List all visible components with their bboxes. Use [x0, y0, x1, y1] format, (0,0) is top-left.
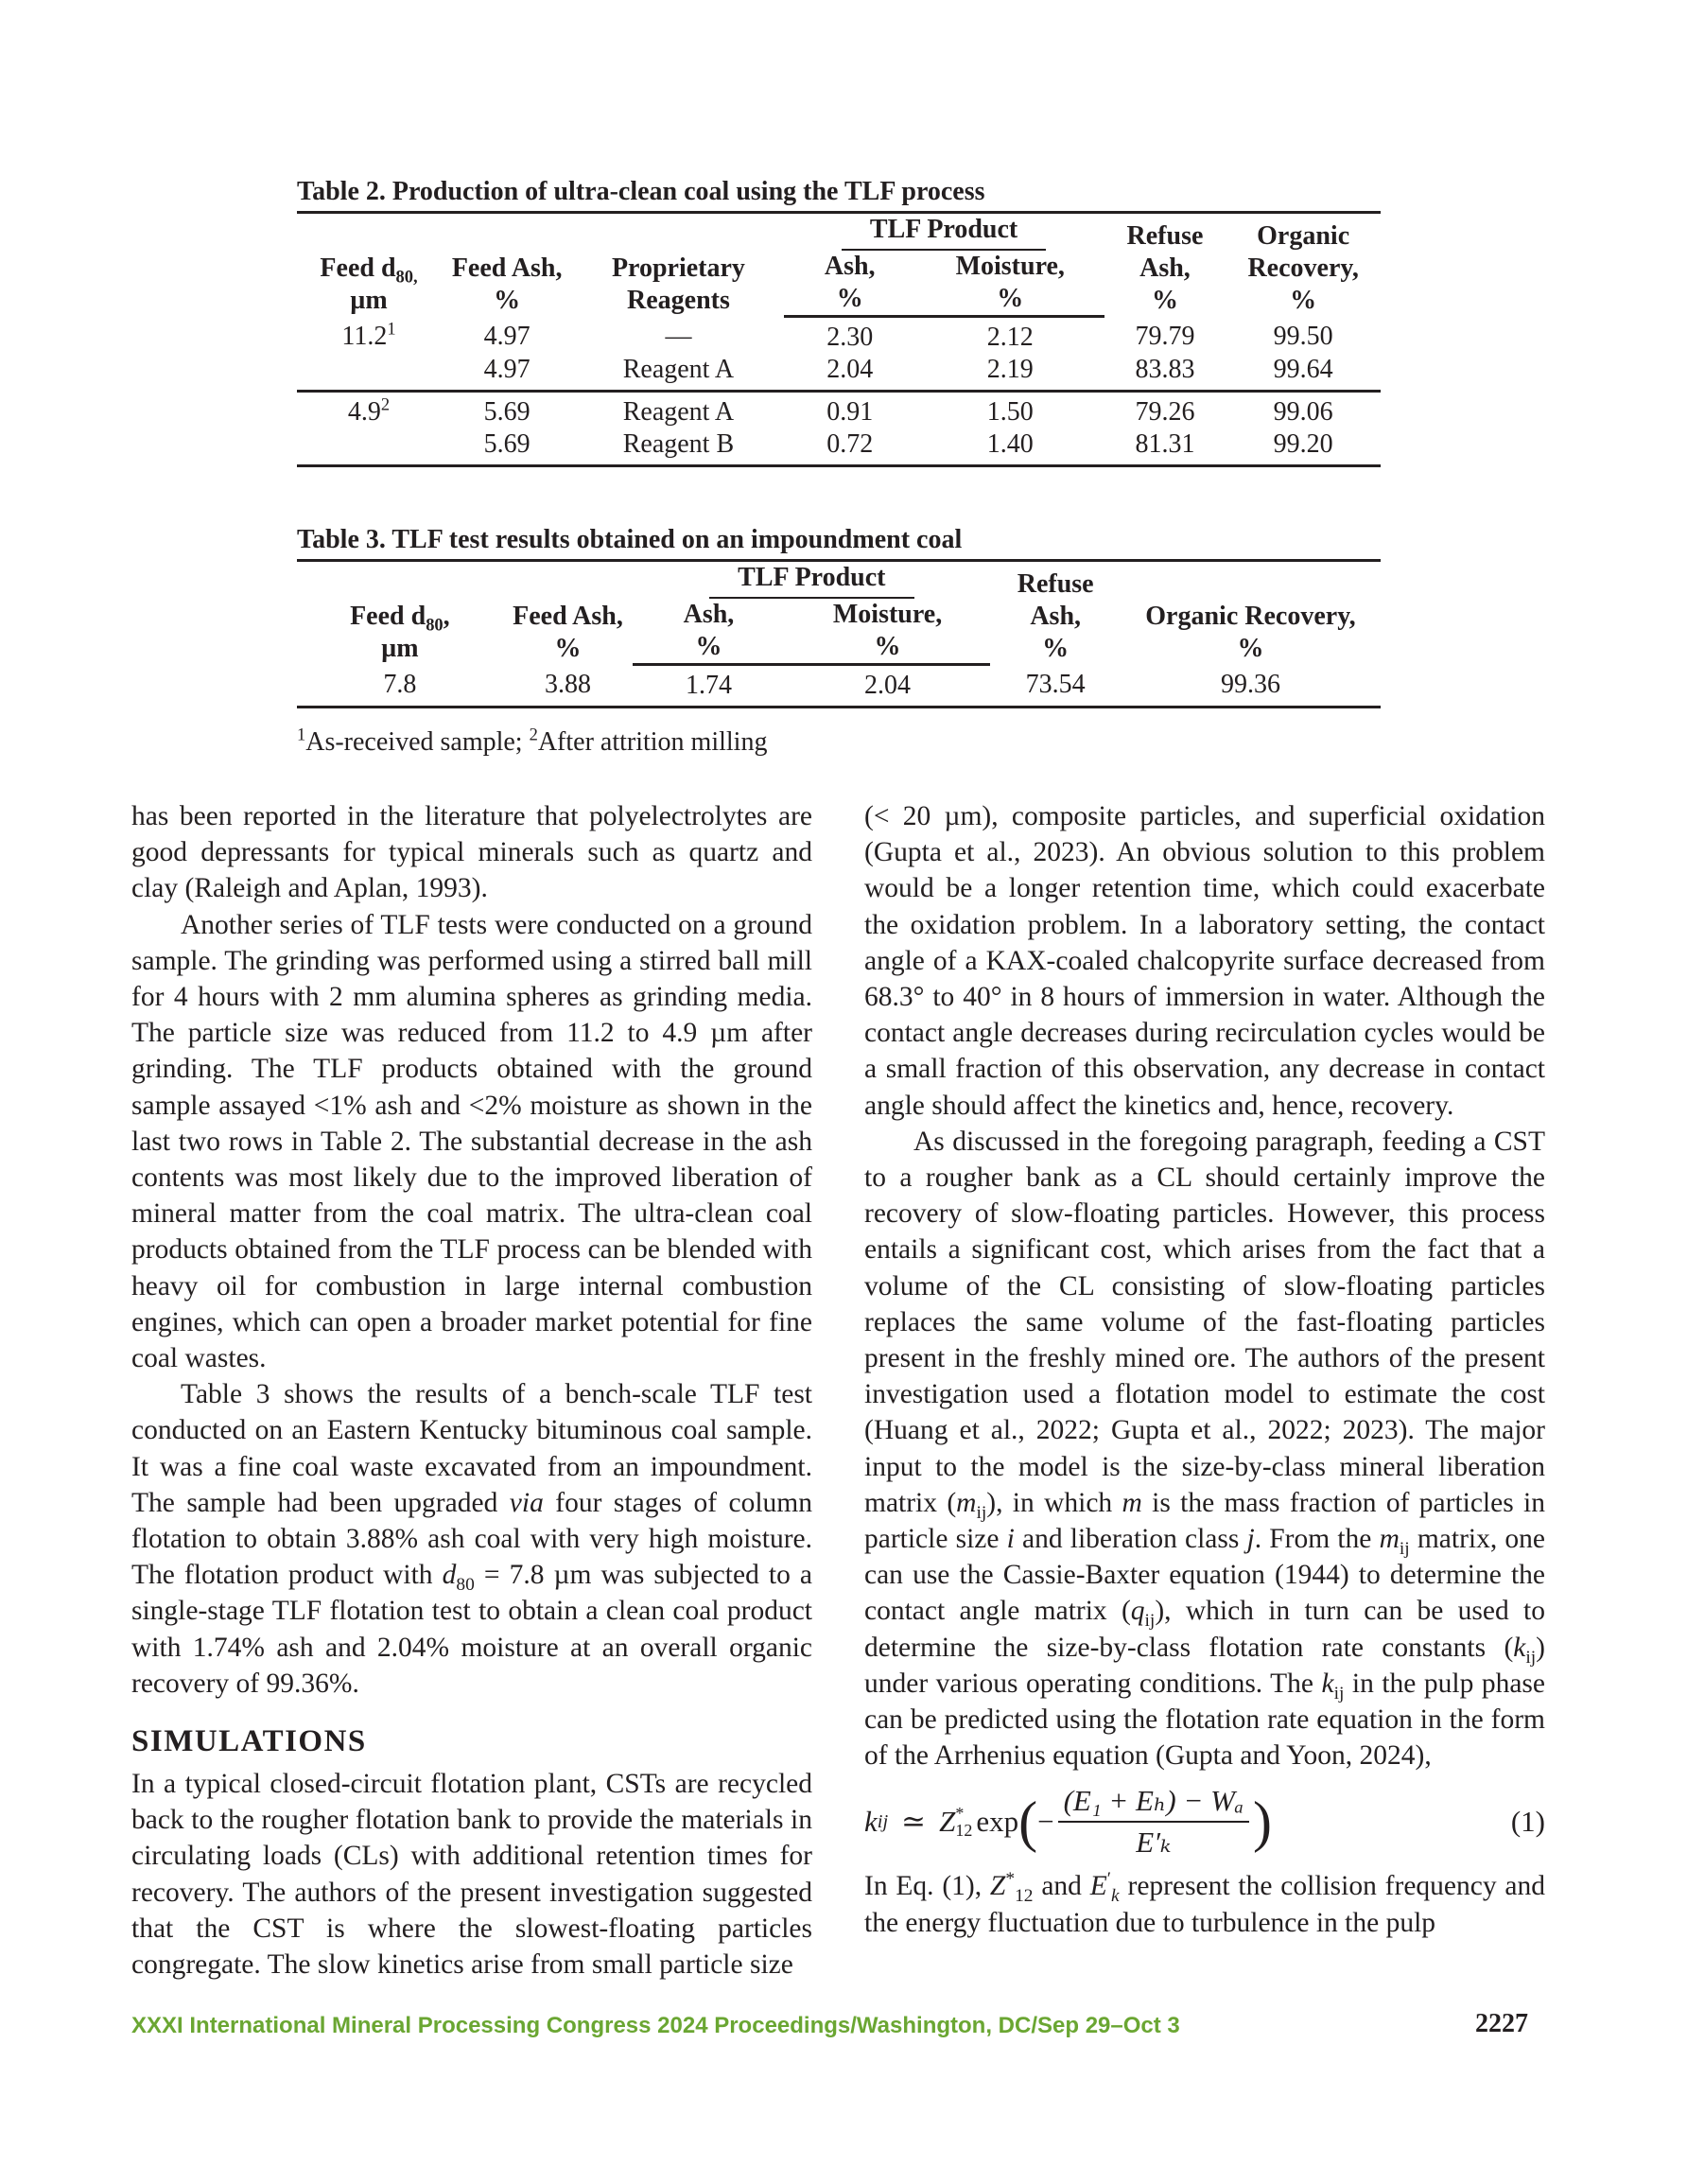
page-number: 2227 [1475, 2009, 1528, 2038]
equation-fraction: $\frac{\text{(E₁ + Eₕ) − Wₐ}}{\text{E′ₖ}}$ [1058, 1783, 1249, 1861]
paragraph: In a typical closed-circuit flotation plant, CSTs are recycled back to the rougher flotation bank to provide the materials in circulating loads (CLs) with additional retention times for recovery. The authors of the present investigation suggested that the CST is where the slowest-floating particles congregate. The slow kinetics arise from small particle size [131, 1769, 812, 1981]
cell-feed-ash: 4.97 [483, 322, 530, 352]
equation-1 [864, 1779, 1545, 1864]
paragraph: Table 3 shows the results of a bench-scale TLF test conducted on an Eastern Kentucky bituminous coal sample. It was a fine coal waste excavated from an impoundment. The sample had been upgraded via four stages of column flotation to obtain 3.88% ash coal with very high moisture. The flotation product with $d_{80} = 7.8$ µm was subjected to a single-stage TLF flotation test to obtain a clean coal product with 1.74% ash and 2.04% moisture at an overall organic recovery of 99.36%. [131, 1379, 812, 1699]
paragraph: has been reported in the literature that polyelectrolytes are good depressants for typical minerals such as quartz and clay (Raleigh and Aplan, 1993). [131, 801, 812, 904]
cell-ash: 0.72 [784, 428, 916, 466]
cell-organic: 99.06 [1273, 397, 1333, 427]
cell-moisture: 1.50 [986, 397, 1034, 427]
cell-reagent: Reagent A [622, 397, 735, 427]
col-feed-d80: Feed $d_{80}$, µm [297, 561, 503, 665]
table-row [297, 354, 1381, 392]
table-row [297, 428, 1381, 466]
group-tlf-product: TLF Product [784, 213, 1104, 252]
equation-number: (1) [1510, 1805, 1545, 1839]
cell-organic: 99.36 [1121, 665, 1381, 708]
cell-moisture: 2.12 [986, 323, 1034, 352]
col-organic-recovery: Organic Recovery, % [1121, 561, 1381, 665]
cell-refuse: 73.54 [990, 665, 1121, 708]
cell-moisture: 2.04 [785, 665, 991, 708]
cell-refuse: 79.26 [1135, 397, 1195, 427]
left-column [131, 798, 812, 1983]
paragraph: Another series of TLF tests were conducted on a ground sample. The grinding was performed using a stirred ball mill for 4 hours with 2 mm alumina spheres as grinding media. The particle size was reduced from 11.2 to 4.9 µm after grinding. The TLF products obtained with the ground sample assayed <1% ash and <2% moisture as shown in the last two rows in Table 2. The substantial decrease in the ash contents was most likely due to the improved liberation of mineral matter from the coal matrix. The ultra-clean coal products obtained from the TLF process can be blended with heavy oil for combustion in large internal combustion engines, which can open a broader market potential for fine coal wastes. [131, 909, 812, 1374]
cell-feed-ash: 4.97 [441, 354, 573, 392]
cell-organic: 99.64 [1226, 354, 1381, 392]
cell-moisture: 1.40 [916, 428, 1104, 466]
col-ash: Ash, % [633, 599, 784, 665]
table-3 [297, 524, 1381, 708]
cell-ash: 1.74 [633, 665, 784, 708]
cell-feed [297, 428, 441, 466]
col-refuse-ash: Refuse Ash, % [1104, 213, 1226, 317]
cell-refuse: 81.31 [1104, 428, 1226, 466]
cell-reagent: — [665, 322, 692, 352]
cell-ash: 2.04 [784, 354, 916, 392]
cell-feed [297, 354, 441, 392]
col-moisture: Moisture, % [785, 599, 991, 665]
col-ash: Ash, % [784, 251, 916, 317]
cell-organic: 99.20 [1226, 428, 1381, 466]
col-reagents: Proprietary Reagents [573, 213, 783, 317]
section-heading: SIMULATIONS [131, 1724, 367, 1759]
cell-refuse: 83.83 [1104, 354, 1226, 392]
table-row [297, 317, 1381, 355]
col-feed-ash: Feed Ash, % [503, 561, 634, 665]
cell-ash: 0.91 [826, 397, 874, 427]
cell-feed: $4.9^2$ [347, 394, 391, 427]
cell-refuse: 79.79 [1135, 322, 1195, 352]
cell-feed: 11.2$^1$ [341, 319, 396, 352]
group-tlf-product: TLF Product [633, 561, 990, 600]
cell-organic: 99.50 [1273, 322, 1333, 352]
cell-feed-ash: 3.88 [503, 665, 634, 708]
right-column [864, 798, 1545, 1941]
table-3-caption: Table 3. TLF test results obtained on an impoundment coal [297, 525, 963, 554]
cell-reagent: Reagent A [573, 354, 783, 392]
cell-ash: 2.30 [826, 323, 874, 352]
footer-proceedings: XXXI International Mineral Processing Congress 2024 Proceedings/Washington, DC/Sep 29–Oct 3 [131, 2013, 1180, 2038]
cell-feed-ash: 5.69 [483, 397, 530, 427]
cell-feed-ash: 5.69 [441, 428, 573, 466]
paragraph: (< 20 µm), composite particles, and superficial oxidation (Gupta et al., 2023). An obvious solution to this problem would be a longer retention time, which could exacerbate the oxidation problem. In a laboratory setting, the contact angle of a KAX-coaled chalcopyrite surface decreased from 68.3° to 40° in 8 hours of immersion in water. Although the contact angle decreases during recirculation cycles would be a small fraction of this observation, any decrease in contact angle should affect the kinetics and, hence, recovery. [864, 801, 1545, 1121]
table-2 [297, 176, 1381, 467]
table-3-grid [297, 559, 1381, 708]
col-feed-d80: Feed $d_{80,}$ µm [297, 213, 441, 317]
table-row [297, 665, 1381, 708]
cell-feed: 7.8 [297, 665, 503, 708]
col-feed-ash: Feed Ash, % [441, 213, 573, 317]
table-row [297, 392, 1381, 429]
table-footnote: $^1$As-received sample; $^2$After attrition milling [297, 725, 768, 757]
table-2-grid [297, 211, 1381, 467]
col-organic-recovery: Organic Recovery, % [1226, 213, 1381, 317]
col-refuse-ash: Refuse Ash, % [990, 561, 1121, 665]
col-moisture: Moisture, % [916, 251, 1104, 317]
paragraph: In Eq. (1), $Z^*_{12}$ and $E'_k$ represent the collision frequency and the energy fluctuation due to turbulence in the pulp [864, 1869, 1545, 1938]
table-2-caption: Table 2. Production of ultra-clean coal using the TLF process [297, 177, 985, 206]
equation-body: k ij ≃ Z * 12 exp ( − $\frac{\text{(E₁ + Eₕ) − Wₐ}}{\text{E′ₖ}}$ ) [864, 1783, 1272, 1861]
cell-reagent: Reagent B [573, 428, 783, 466]
paragraph: As discussed in the foregoing paragraph, feeding a CST to a rougher bank as a CL should certainly improve the recovery of slow-floating particles. However, this process entails a significant cost, which arises from the fact that a volume of the CL consisting of slow-floating particles replaces the same volume of the fast-floating particles present in the freshly mined ore. The authors of the present investigation used a flotation model to estimate the cost (Huang et al., 2022; Gupta et al., 2022; 2023). The major input to the model is the size-by-class mineral liberation matrix $(m_{ij})$, in which m is the mass fraction of particles in particle size i and liberation class j. From the $m_{ij}$ matrix, one can use the Cassie-Baxter equation (1944) to determine the contact angle matrix $(q_{ij})$, which in turn can be used to determine the size-by-class flotation rate constants $(k_{ij})$ under various operating conditions. The $k_{ij}$ in the pulp phase can be predicted using the flotation rate equation in the form of the Arrhenius equation (Gupta and Yoon, 2024), [864, 1126, 1545, 1772]
cell-moisture: 2.19 [916, 354, 1104, 392]
